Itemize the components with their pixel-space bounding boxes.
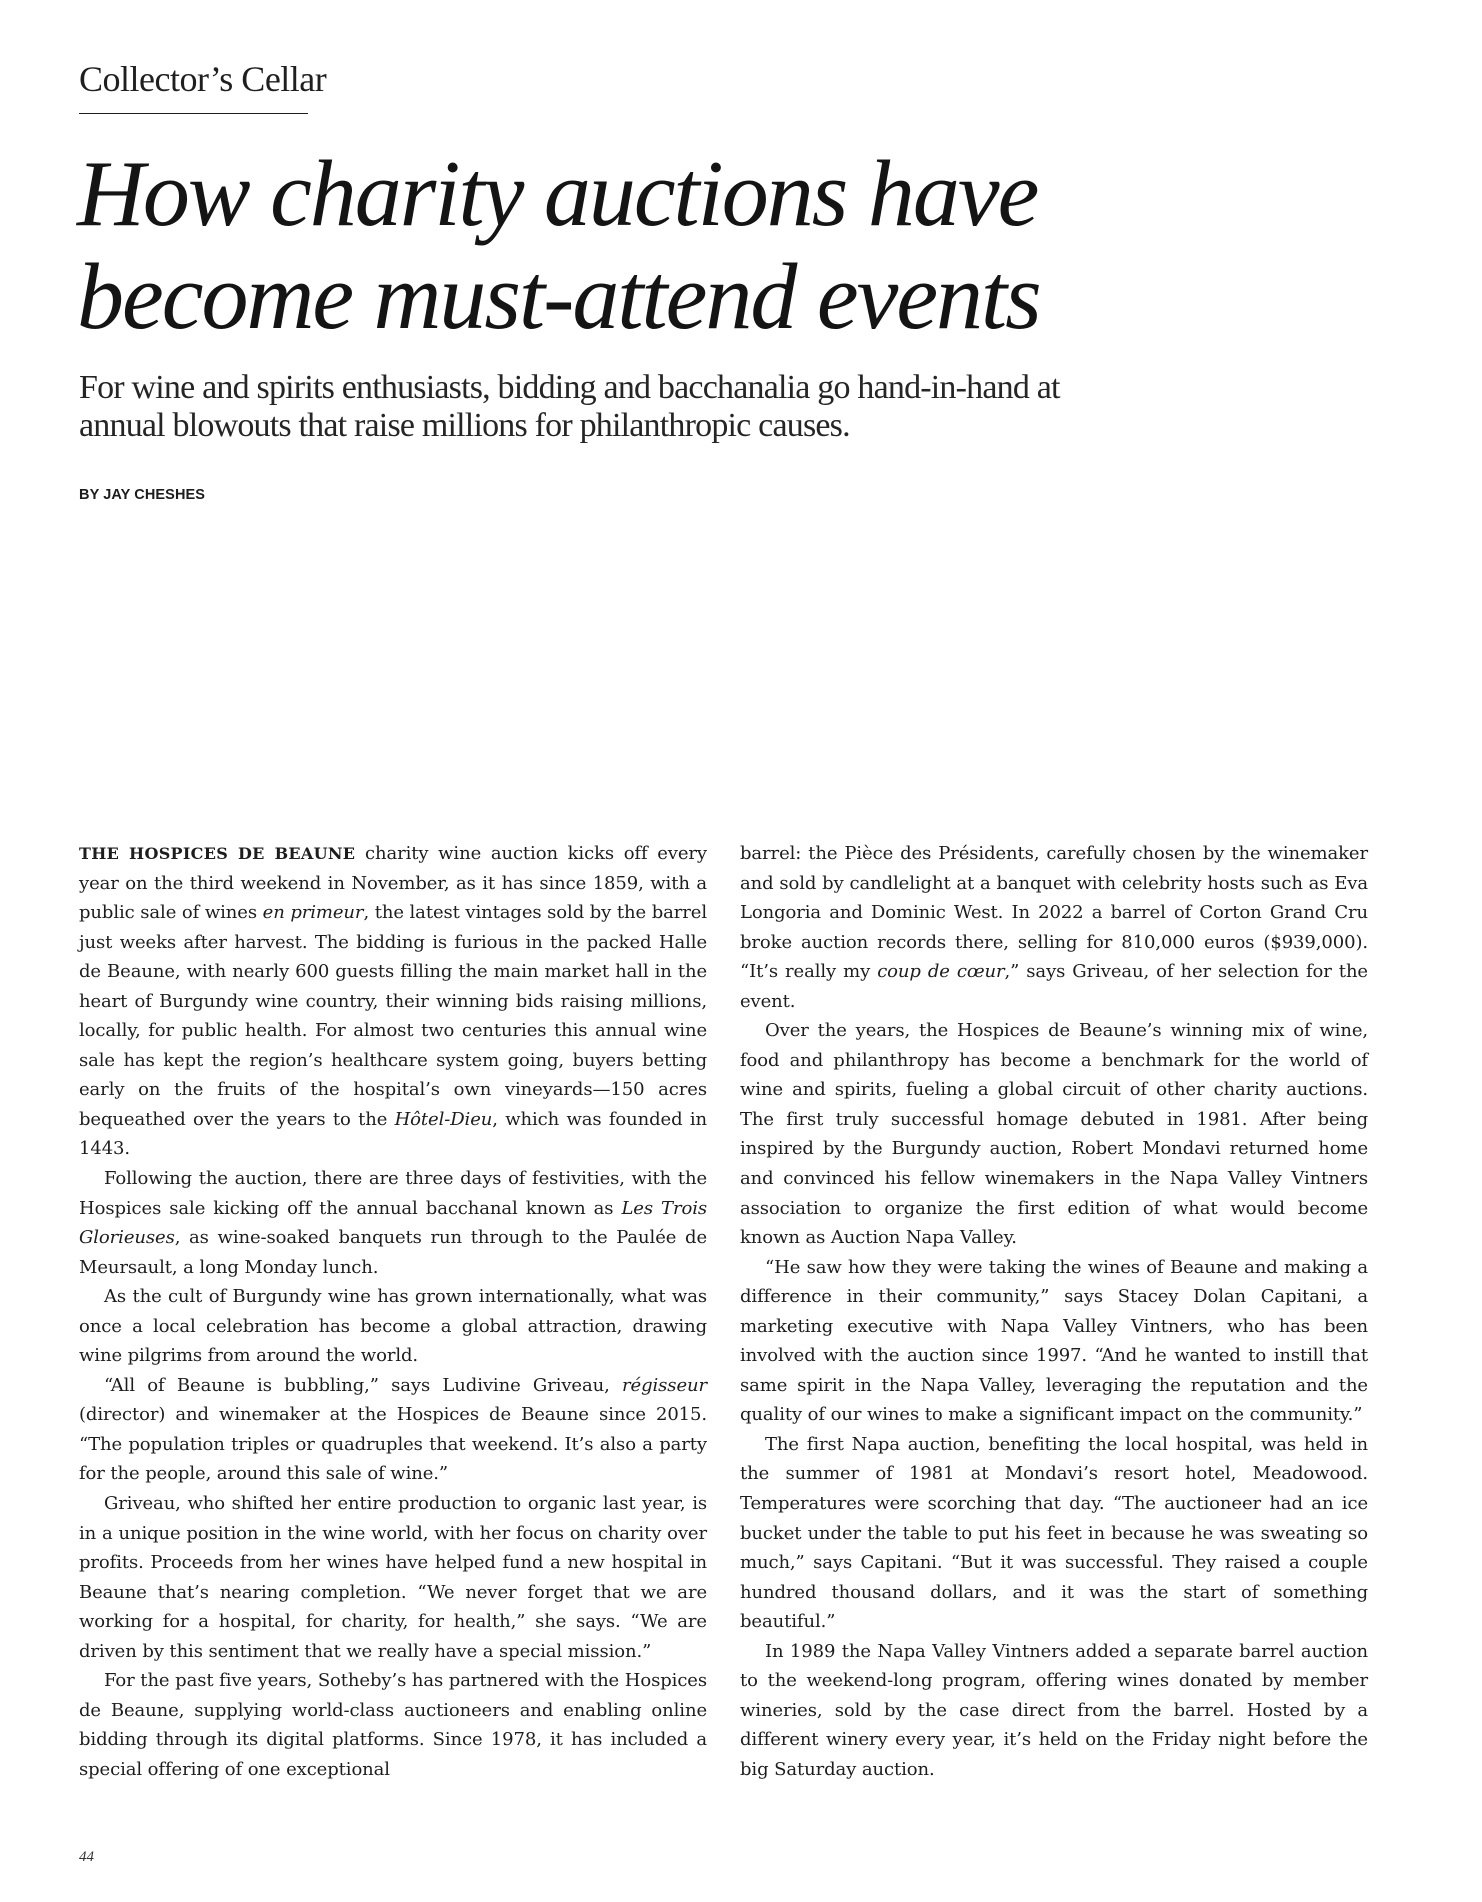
- paragraph: “All of Beaune is bubbling,” says Ludivine Griveau, régisseur (director) and winemaker at the Hospices de Beaune since 2015. “The population triples or quadruples that weekend. It’s also a party for the people, around this sale of wine.”: [79, 1374, 707, 1485]
- paragraph: Over the years, the Hospices de Beaune’s winning mix of wine, food and philanthropy has become a benchmark for the world of wine and spirits, fueling a global circuit of other charity auctions. The first truly successful homage debuted in 1981. After being inspired by the Burgundy auction, Robert Mondavi returned home and convinced his fellow winemakers in the Napa Valley Vintners association to organize the first edition of what would become known as Auction Napa Valley.: [740, 1020, 1368, 1249]
- paragraph: barrel: the Pièce des Présidents, carefully chosen by the winemaker and sold by candlelight at a banquet with celebrity hosts such as Eva Longoria and Dominic West. In 2022 a barrel of Corton Grand Cru broke auction records there, selling for 810,000 euros ($939,000). “It’s really my coup de cœur,” says Griveau, of her selection for the event.: [740, 843, 1368, 1012]
- article-column-left: [79, 839, 707, 1785]
- paragraph: THE HOSPICES DE BEAUNE charity wine auction kicks off every year on the third weekend in November, as it has since 1859, with a public sale of wines en primeur, the latest vintages sold by the barrel just weeks after harvest. The bidding is furious in the packed Halle de Beaune, with nearly 600 guests filling the main market hall in the heart of Burgundy wine country, their winning bids raising millions, locally, for public health. For almost two centuries this annual wine sale has kept the region’s healthcare system going, buyers betting early on the fruits of the hospital’s own vineyards—150 acres bequeathed over the years to the Hôtel-Dieu, which was founded in 1443.: [79, 843, 707, 1160]
- paragraph: “He saw how they were taking the wines of Beaune and making a difference in their community,” says Stacey Dolan Capitani, a marketing executive with Napa Valley Vintners, who has been involved with the auction since 1997. “And he wanted to instill that same spirit in the Napa Valley, leveraging the reputation and the quality of our wines to make a significant impact on the community.”: [740, 1256, 1368, 1426]
- paragraph: Following the auction, there are three days of festivities, with the Hospices sale kicking off the annual bacchanal known as Les Trois Glorieuses, as wine-soaked banquets run through to the Paulée de Meursault, a long Monday lunch.: [79, 1168, 707, 1278]
- paragraph: As the cult of Burgundy wine has grown internationally, what was once a local celebration has become a global attraction, drawing wine pilgrims from around the world.: [79, 1286, 707, 1367]
- paragraph: For the past five years, Sotheby’s has partnered with the Hospices de Beaune, supplying world-class auctioneers and enabling online bidding through its digital platforms. Since 1978, it has included a special offering of one exceptional: [79, 1670, 707, 1780]
- article-column-right: [740, 839, 1368, 1785]
- byline: BY JAY CHESHES: [79, 487, 206, 503]
- page-number: 44: [79, 1849, 94, 1865]
- dek-subtitle: For wine and spirits enthusiasts, bidding and bacchanalia go hand-in-hand at annual blowouts that raise millions for philanthropic causes.: [79, 369, 1060, 444]
- section-label: Collector’s Cellar: [79, 59, 327, 99]
- section-divider: [79, 113, 308, 114]
- paragraph: In 1989 the Napa Valley Vintners added a separate barrel auction to the weekend-long program, offering wines donated by member wineries, sold by the case direct from the barrel. Hosted by a different winery every year, it’s held on the Friday night before the big Saturday auction.: [740, 1640, 1368, 1780]
- paragraph: Griveau, who shifted her entire production to organic last year, is in a unique position in the wine world, with her focus on charity over profits. Proceeds from her wines have helped fund a new hospital in Beaune that’s nearing completion. “We never forget that we are working for a hospital, for charity, for health,” she says. “We are driven by this sentiment that we really have a special mission.”: [79, 1493, 707, 1662]
- paragraph: The first Napa auction, benefiting the local hospital, was held in the summer of 1981 at Mondavi’s resort hotel, Meadowood. Temperatures were scorching that day. “The auctioneer had an ice bucket under the table to put his feet in because he was sweating so much,” says Capitani. “But it was successful. They raised a couple hundred thousand dollars, and it was the start of something beautiful.”: [740, 1433, 1368, 1633]
- lead-in: THE HOSPICES DE BEAUNE: [79, 844, 356, 863]
- headline: How charity auctions have become must-attend events: [77, 142, 1040, 349]
